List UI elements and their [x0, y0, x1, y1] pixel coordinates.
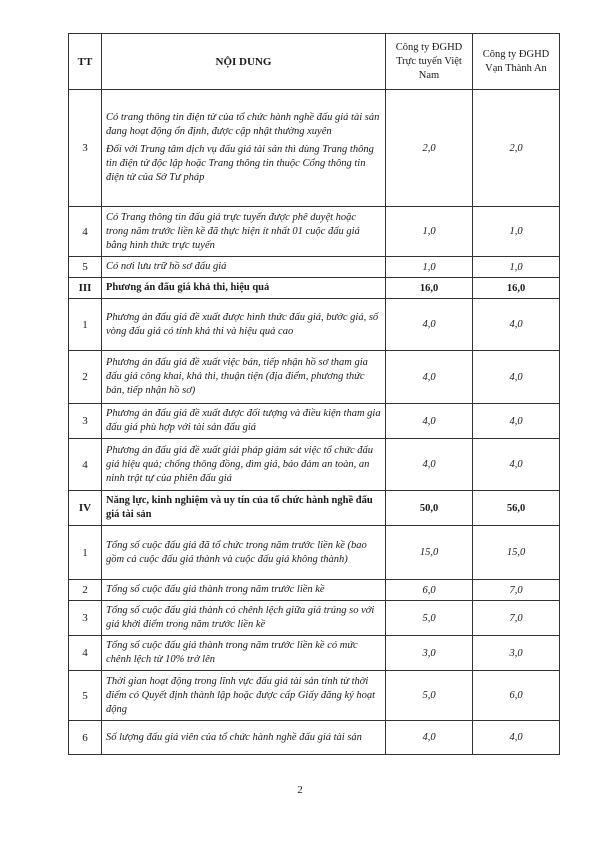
- score-company-b: 7,0: [473, 580, 560, 601]
- row-content: [102, 207, 386, 257]
- row-tt: 1: [69, 526, 102, 580]
- score-company-b: 6,0: [473, 671, 560, 721]
- row-content-paragraph: Số lượng đấu giá viên của tổ chức hành nghề đấu giá tài sản: [106, 731, 362, 743]
- row-tt: 5: [69, 257, 102, 278]
- row-content: [102, 526, 386, 580]
- score-company-a: 3,0: [386, 636, 473, 671]
- score-company-a: 2,0: [386, 90, 473, 207]
- section-row: [69, 278, 560, 299]
- row-tt: 3: [69, 90, 102, 207]
- table-row: [69, 671, 560, 721]
- scoring-table: [68, 33, 560, 755]
- row-tt: 1: [69, 299, 102, 351]
- row-content-paragraph: Phương án đấu giá đề xuất được đối tượng và điều kiện tham gia đấu giá phù hợp với tài sản đấu giá: [106, 408, 381, 433]
- score-company-b: 7,0: [473, 601, 560, 636]
- row-tt: 5: [69, 671, 102, 721]
- row-content-paragraph: Đối với Trung tâm dịch vụ đấu giá tài sản thì dùng Trang thông tin điện tử độc lập hoặc Trang thông tin thuộc Cổng thông tin điện tử của Sở Tư pháp: [106, 144, 374, 183]
- row-content-paragraph: Có Trang thông tin đấu giá trực tuyến được phê duyệt hoặc trong năm trước liền kề đã thực hiện ít nhất 01 cuộc đấu giá bằng hình thức trực tuyến: [106, 211, 360, 251]
- score-company-a: 1,0: [386, 257, 473, 278]
- row-tt: 4: [69, 636, 102, 671]
- row-content-paragraph: Tổng số cuộc đấu giá thành trong năm trước liền kề: [106, 584, 325, 595]
- row-content: [102, 299, 386, 351]
- row-content-paragraph: Có nơi lưu trữ hồ sơ đấu giá: [106, 261, 227, 272]
- row-content-paragraph: Tổng số cuộc đấu giá thành trong năm trước liền kề có mức chênh lệch từ 10% trở lên: [106, 640, 358, 665]
- row-tt: 3: [69, 404, 102, 439]
- row-content-paragraph: Tổng số cuộc đấu giá đã tổ chức trong năm trước liền kề (bao gồm cả cuộc đấu giá thành và cuộc đấu giá không thành): [106, 539, 367, 565]
- row-content-paragraph: Phương án đấu giá đề xuất được hình thức đấu giá, bước giá, số vòng đấu giá có tính khả thi và hiệu quả cao: [106, 311, 379, 337]
- score-company-a: 4,0: [386, 404, 473, 439]
- score-company-a: 4,0: [386, 299, 473, 351]
- table-row: [69, 299, 560, 351]
- score-company-b: 4,0: [473, 439, 560, 491]
- row-content: [102, 721, 386, 755]
- table-row: [69, 721, 560, 755]
- row-content-paragraph: Phương án đấu giá khả thi, hiệu quả: [106, 282, 270, 293]
- score-company-b: 16,0: [473, 278, 560, 299]
- row-content-paragraph: Phương án đấu giá đề xuất giải pháp giám sát việc tổ chức đấu giá hiệu quả; chống thông đồng, dìm giá, bảo đảm an toàn, an ninh trật tự của phiên đấu giá: [106, 444, 373, 484]
- score-company-a: 1,0: [386, 207, 473, 257]
- table-row: [69, 526, 560, 580]
- score-company-a: 50,0: [386, 491, 473, 526]
- row-content-paragraph: Tổng số cuộc đấu giá thành có chênh lệch giữa giá trúng so với giá khởi điểm trong năm trước liền kề: [106, 605, 375, 630]
- score-company-a: 6,0: [386, 580, 473, 601]
- score-company-a: 5,0: [386, 601, 473, 636]
- row-tt: 3: [69, 601, 102, 636]
- row-tt: 2: [69, 351, 102, 404]
- table-row: [69, 207, 560, 257]
- score-company-a: 5,0: [386, 671, 473, 721]
- section-row: [69, 491, 560, 526]
- table-row: [69, 257, 560, 278]
- score-company-b: 4,0: [473, 299, 560, 351]
- table-header-row: [69, 34, 560, 90]
- score-company-b: 4,0: [473, 404, 560, 439]
- score-company-b: 1,0: [473, 257, 560, 278]
- row-tt: 4: [69, 439, 102, 491]
- row-content-paragraph: Thời gian hoạt động trong lĩnh vực đấu giá tài sản tính từ thời điểm có Quyết định thành lập hoặc được cấp Giấy đăng ký hoạt động: [106, 675, 376, 715]
- header-content: NỘI DUNG: [102, 34, 386, 90]
- row-content: [102, 439, 386, 491]
- row-content: [102, 671, 386, 721]
- page-number: 2: [297, 784, 303, 796]
- score-company-b: 3,0: [473, 636, 560, 671]
- row-tt: 2: [69, 580, 102, 601]
- row-content-paragraph: Năng lực, kinh nghiệm và uy tín của tổ chức hành nghề đấu giá tài sản: [106, 495, 373, 520]
- header-tt: TT: [69, 34, 102, 90]
- row-content: [102, 90, 386, 207]
- table-row: [69, 580, 560, 601]
- row-content: [102, 636, 386, 671]
- row-content: [102, 580, 386, 601]
- row-content: [102, 257, 386, 278]
- score-company-a: 4,0: [386, 721, 473, 755]
- row-tt: 4: [69, 207, 102, 257]
- table-row: [69, 90, 560, 207]
- score-company-b: 15,0: [473, 526, 560, 580]
- row-tt: 6: [69, 721, 102, 755]
- score-company-b: 56,0: [473, 491, 560, 526]
- table-row: [69, 404, 560, 439]
- header-company-b: Công ty ĐGHD Vạn Thành An: [473, 34, 560, 90]
- row-tt: III: [69, 278, 102, 299]
- score-company-b: 2,0: [473, 90, 560, 207]
- table-body: [69, 90, 560, 755]
- row-content: [102, 404, 386, 439]
- score-company-b: 1,0: [473, 207, 560, 257]
- table-row: [69, 351, 560, 404]
- score-company-a: 4,0: [386, 439, 473, 491]
- score-company-b: 4,0: [473, 351, 560, 404]
- score-company-b: 4,0: [473, 721, 560, 755]
- row-content: [102, 601, 386, 636]
- table-row: [69, 439, 560, 491]
- row-content: [102, 278, 386, 299]
- table-row: [69, 601, 560, 636]
- row-content: [102, 351, 386, 404]
- header-company-a: Công ty ĐGHD Trực tuyến Việt Nam: [386, 34, 473, 90]
- score-company-a: 16,0: [386, 278, 473, 299]
- score-company-a: 15,0: [386, 526, 473, 580]
- row-content-paragraph: Có trang thông tin điện tử của tổ chức hành nghề đấu giá tài sản đang hoạt động ổn định, được cập nhật thường xuyên: [106, 112, 380, 137]
- row-tt: IV: [69, 491, 102, 526]
- table-row: [69, 636, 560, 671]
- row-content-paragraph: Phương án đấu giá đề xuất việc bán, tiếp nhận hồ sơ tham gia đấu giá công khai, khả thi, thuận tiện (địa điểm, phương thức bán, tiếp nhận hồ sơ): [106, 357, 368, 396]
- row-content: [102, 491, 386, 526]
- score-company-a: 4,0: [386, 351, 473, 404]
